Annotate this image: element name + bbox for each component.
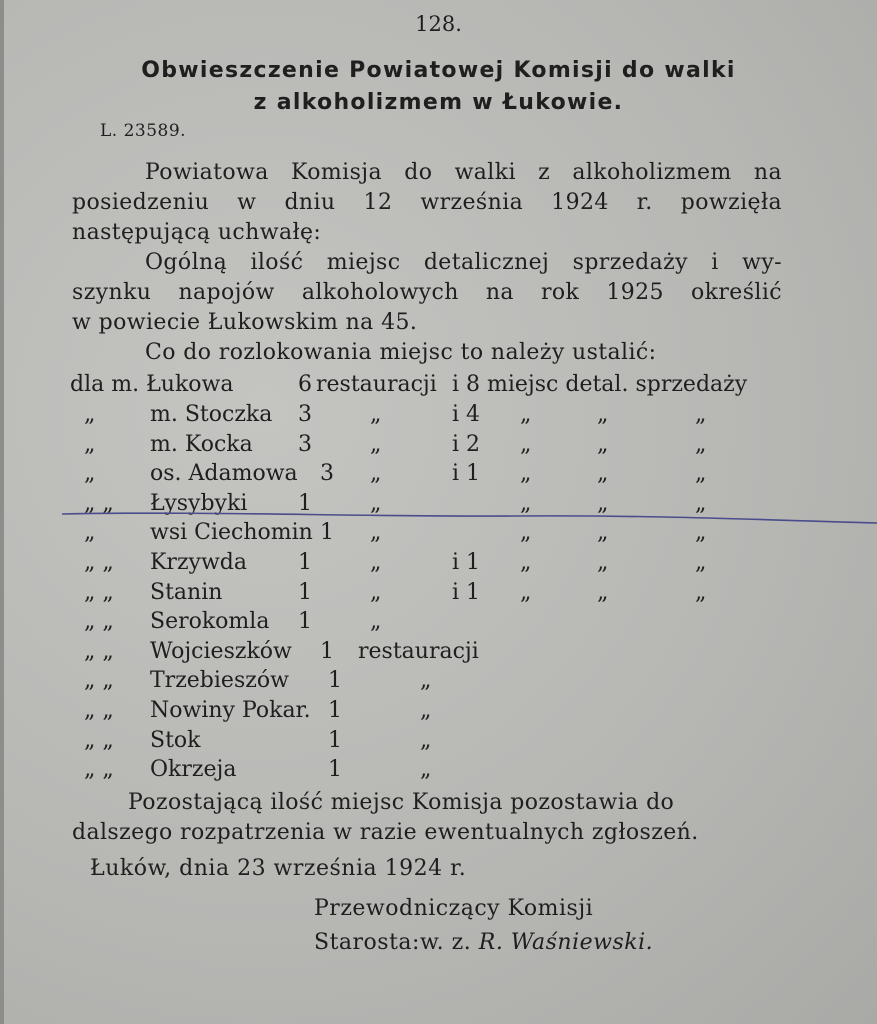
- row-restaurants: „: [420, 698, 432, 723]
- row-ditto-1: „: [520, 520, 532, 546]
- intro-line: posiedzeniu w dniu 12 września 1924 r. powzięła: [72, 190, 782, 215]
- title-line-2: z alkoholizmem w Łukowie.: [253, 90, 624, 115]
- row-prefix: „: [84, 402, 96, 427]
- row-ditto-2: „: [597, 490, 609, 516]
- table-row: [70, 728, 790, 758]
- table-row: [70, 461, 790, 491]
- row-place: wsi Ciechomin: [150, 520, 313, 546]
- row-place: Łysybyki: [150, 490, 248, 516]
- closing-line: Pozostającą ilość miejsc Komisja pozostawia do: [128, 790, 675, 815]
- row-restaurants: „: [420, 757, 432, 783]
- row-ditto-1: „: [520, 431, 532, 457]
- row-ditto-3: „: [695, 461, 707, 487]
- pen-underline-mark: [62, 508, 877, 530]
- row-prefix: „ „: [84, 698, 114, 723]
- row-prefix: „ „: [84, 638, 114, 664]
- row-count: 3: [320, 461, 334, 487]
- row-retail-count: i 1: [452, 461, 481, 487]
- row-place: Wojcieszków: [150, 638, 292, 664]
- row-place: Stok: [150, 727, 201, 753]
- document-title: [0, 55, 877, 119]
- row-restaurants: „: [420, 727, 432, 753]
- row-count: 1: [328, 668, 342, 694]
- row-restaurants: „: [370, 402, 382, 427]
- row-restaurants: „: [370, 609, 382, 635]
- row-restaurants: restauracji: [358, 638, 479, 664]
- intro-line: Co do rozlokowania miejsc to należy ustalić:: [145, 340, 657, 365]
- row-ditto-3: „: [695, 402, 707, 427]
- row-ditto-1: „: [520, 490, 532, 516]
- header-retail: i 8 miejsc detal. sprzedaży: [452, 372, 748, 397]
- row-ditto-2: „: [597, 431, 609, 457]
- title-line-1: Obwieszczenie Powiatowej Komisji do walki: [141, 58, 736, 83]
- row-retail-count: i 1: [452, 550, 481, 575]
- table-row: [70, 757, 790, 787]
- row-ditto-1: „: [520, 550, 532, 575]
- intro-line: następującą uchwałę:: [72, 220, 322, 245]
- row-place: Trzebieszów: [150, 668, 289, 694]
- closing-line: dalszego rozpatrzenia w razie ewentualnych zgłoszeń.: [72, 820, 699, 845]
- signature-prefix: Starosta:w. z.: [314, 930, 472, 955]
- row-count: 1: [328, 698, 342, 723]
- row-restaurants: „: [370, 461, 382, 487]
- row-prefix: „ „: [84, 668, 114, 694]
- row-prefix: „ „: [84, 579, 114, 605]
- page-number: 128.: [415, 12, 462, 36]
- header-place: dla m. Łukowa: [70, 372, 234, 397]
- row-count: 1: [298, 609, 312, 635]
- row-prefix: „: [84, 431, 96, 457]
- header-count: 6: [298, 372, 312, 397]
- row-prefix: „ „: [84, 609, 114, 635]
- row-ditto-1: „: [520, 461, 532, 487]
- row-prefix: „ „: [84, 757, 114, 783]
- row-count: 1: [298, 579, 312, 605]
- table-row: [70, 580, 790, 610]
- row-place: Krzywda: [150, 550, 248, 575]
- table-row: [70, 698, 790, 728]
- header-restaurants: restauracji: [316, 372, 437, 397]
- row-count: 3: [298, 431, 312, 457]
- row-restaurants: „: [370, 520, 382, 546]
- row-restaurants: „: [420, 668, 432, 694]
- table-row: [70, 668, 790, 698]
- table-row: [70, 609, 790, 639]
- row-restaurants: „: [370, 550, 382, 575]
- row-ditto-3: „: [695, 550, 707, 575]
- row-restaurants: „: [370, 431, 382, 457]
- row-restaurants: „: [370, 579, 382, 605]
- row-ditto-1: „: [520, 579, 532, 605]
- row-count: 1: [328, 727, 342, 753]
- row-ditto-1: „: [520, 402, 532, 427]
- row-count: 1: [298, 550, 312, 575]
- row-ditto-3: „: [695, 431, 707, 457]
- row-ditto-2: „: [597, 579, 609, 605]
- row-retail-count: i 4: [452, 402, 481, 427]
- row-count: 1: [320, 638, 334, 664]
- allocation-header: [70, 372, 790, 402]
- row-place: m. Kocka: [150, 431, 253, 457]
- table-row: [70, 432, 790, 462]
- row-place: m. Stoczka: [150, 402, 273, 427]
- signature-line: [314, 930, 653, 955]
- row-retail-count: i 2: [452, 431, 481, 457]
- table-row: [70, 550, 790, 580]
- row-ditto-2: „: [597, 520, 609, 546]
- table-row: [70, 639, 790, 669]
- row-ditto-3: „: [695, 490, 707, 516]
- reference-number: L. 23589.: [100, 121, 187, 141]
- row-place: Serokomla: [150, 609, 270, 635]
- signature-name: R. Waśniewski.: [478, 930, 654, 955]
- row-ditto-3: „: [695, 579, 707, 605]
- row-place: Nowiny Pokar.: [150, 698, 311, 723]
- row-prefix: „ „: [84, 550, 114, 575]
- row-prefix: „ „: [84, 490, 114, 516]
- page-edge-shadow: [0, 0, 4, 1024]
- row-retail-count: i 1: [452, 579, 481, 605]
- place-date: Łuków, dnia 23 września 1924 r.: [90, 856, 467, 881]
- row-place: Okrzeja: [150, 757, 237, 783]
- signature-role: Przewodniczący Komisji: [314, 896, 594, 921]
- row-prefix: „: [84, 461, 96, 487]
- row-place: Stanin: [150, 579, 223, 605]
- row-prefix: „: [84, 520, 96, 546]
- intro-line: Powiatowa Komisja do walki z alkoholizmem na: [145, 160, 782, 185]
- row-ditto-2: „: [597, 461, 609, 487]
- table-row: [70, 402, 790, 432]
- row-count: 1: [298, 490, 312, 516]
- intro-line: w powiecie Łukowskim na 45.: [72, 310, 418, 335]
- row-count: 1: [328, 757, 342, 783]
- row-restaurants: „: [370, 490, 382, 516]
- row-ditto-2: „: [597, 550, 609, 575]
- row-ditto-3: „: [695, 520, 707, 546]
- row-count: 1: [320, 520, 334, 546]
- row-count: 3: [298, 402, 312, 427]
- row-ditto-2: „: [597, 402, 609, 427]
- intro-line: Ogólną ilość miejsc detalicznej sprzedaży i wy-: [145, 250, 782, 275]
- row-prefix: „ „: [84, 727, 114, 753]
- row-place: os. Adamowa: [150, 461, 298, 487]
- intro-line: szynku napojów alkoholowych na rok 1925 określić: [72, 280, 782, 305]
